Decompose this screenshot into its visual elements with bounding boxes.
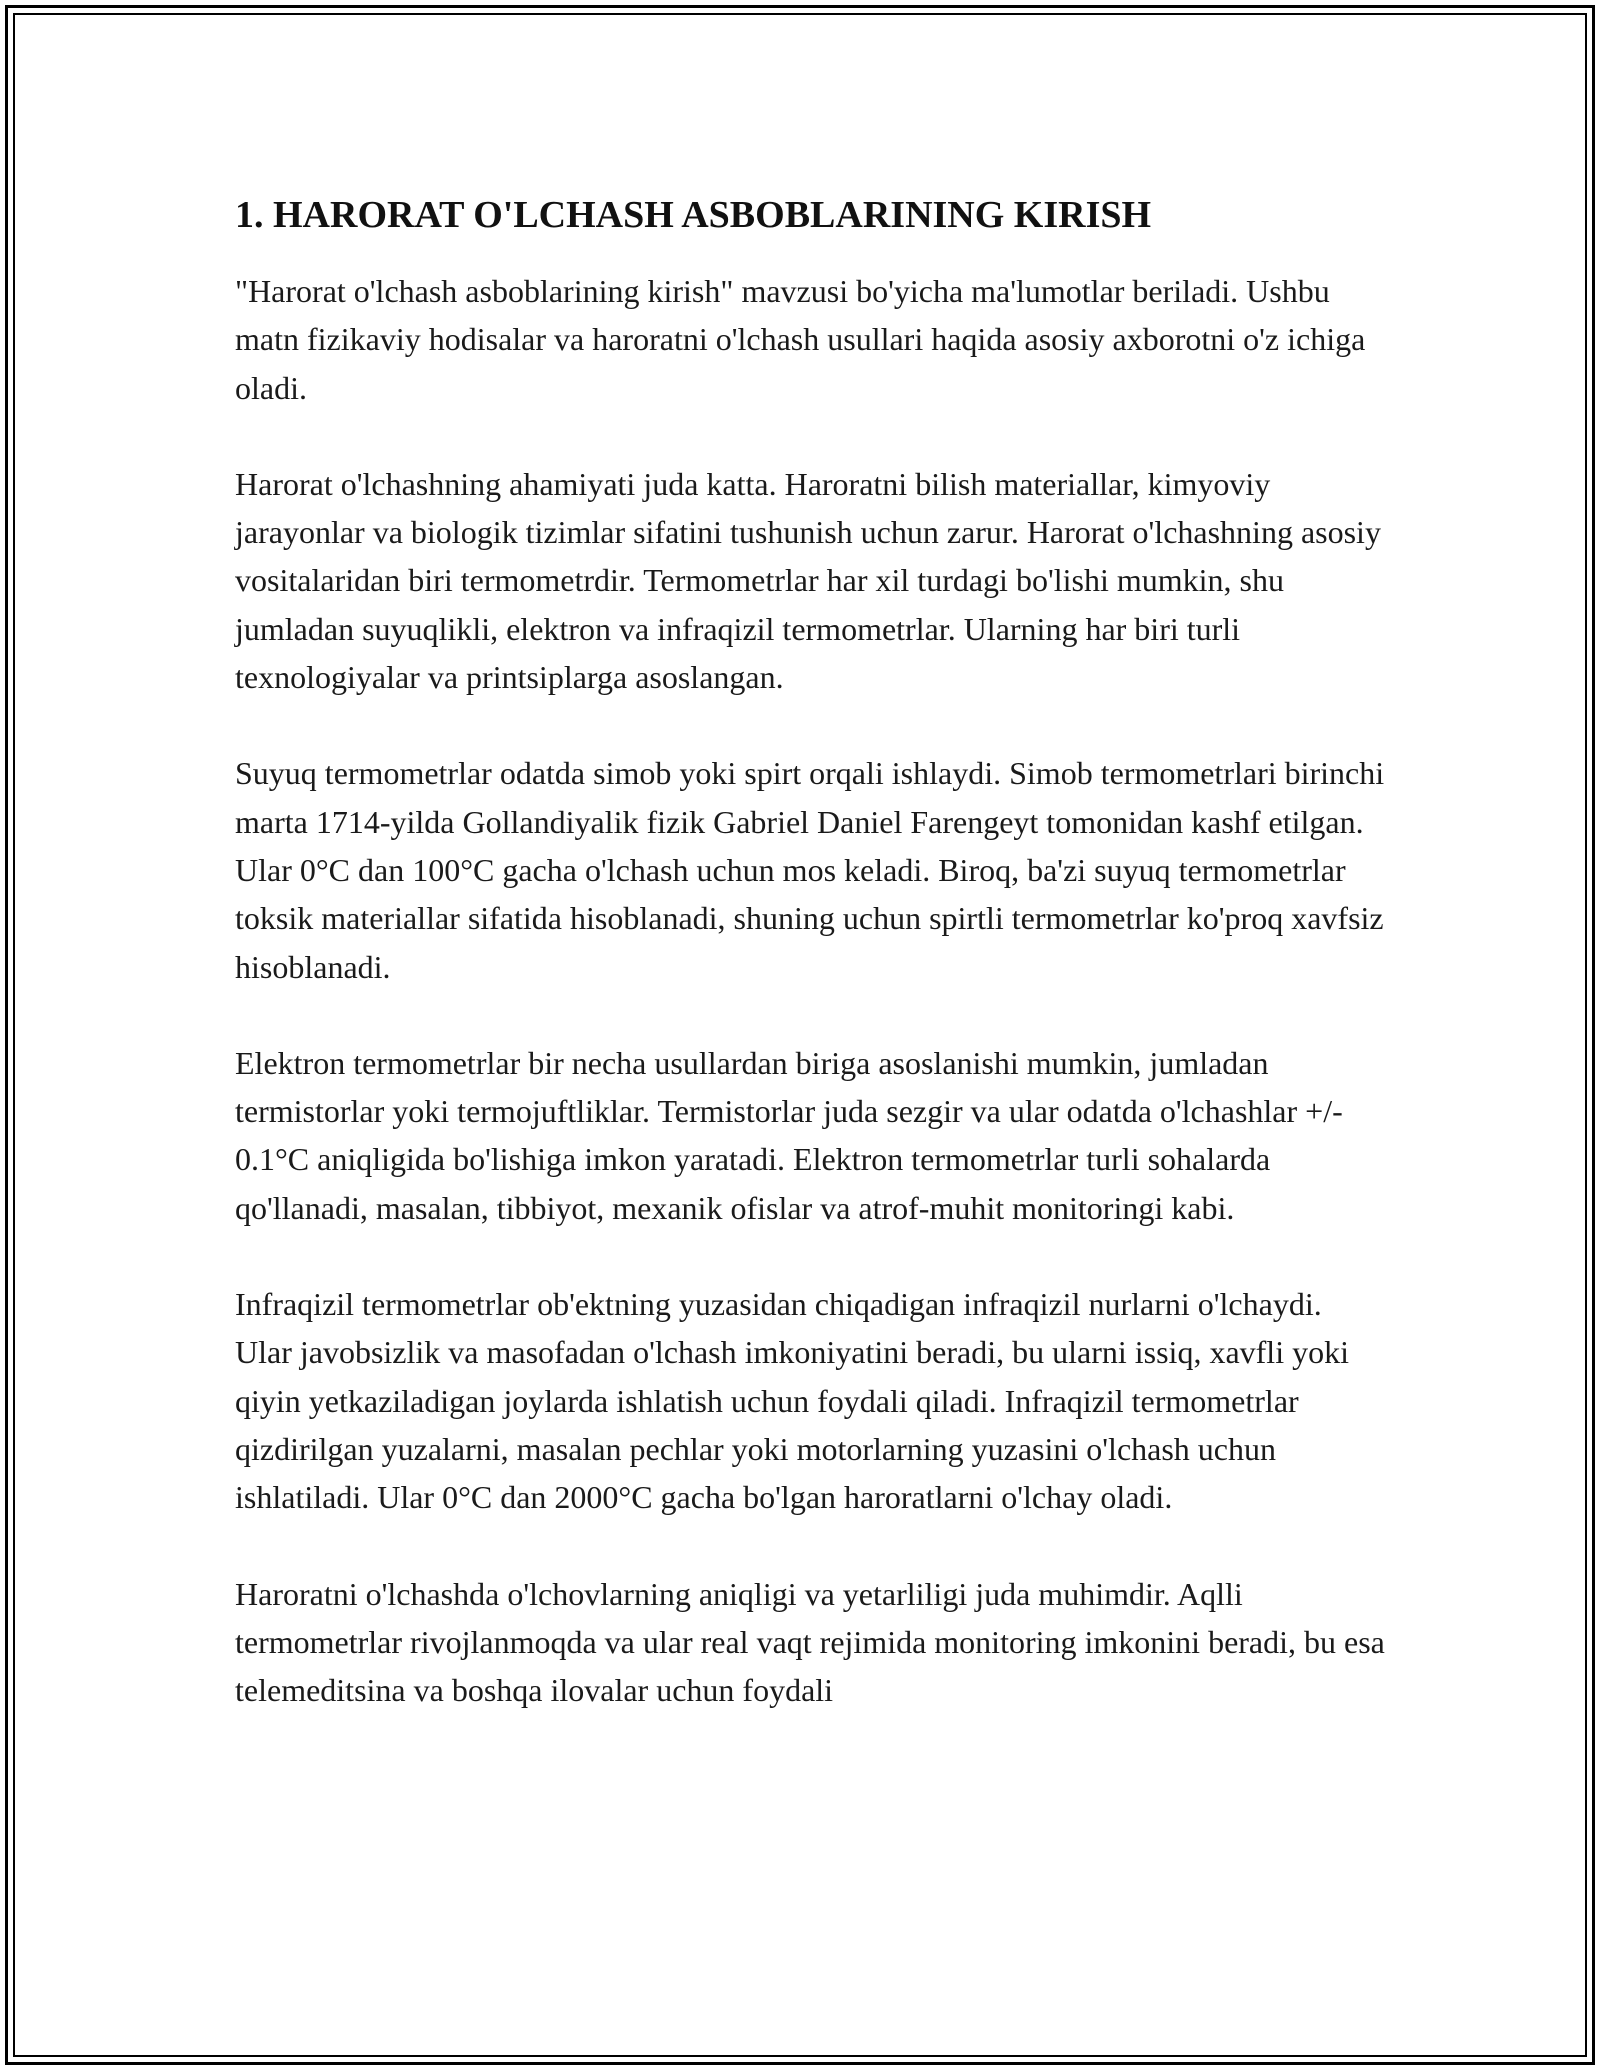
paragraph-liquid-thermometers: Suyuq termometrlar odatda simob yoki spirt orqali ishlaydi. Simob termometrlari birinchi marta 1714-yilda Gollandiyalik fizik Gabriel Daniel Farengeyt tomonidan kashf etilgan. Ular 0°C dan 100°C gacha o'lchash uchun mos keladi. Biroq, ba'zi suyuq termometrlar toksik materiallar sifatida hisoblanadi, shuning uchun spirtli termometrlar ko'proq xavfsiz hisoblanadi. xyxy=(235,755,1385,985)
paragraph-accuracy: Haroratni o'lchashda o'lchovlarning aniqligi va yetarliligi juda muhimdir. Aqlli termometrlar rivojlanmoqda va ular real vaqt rejimida monitoring imkonini beradi, bu esa telemeditsina va boshqa ilovalar uchun foydali xyxy=(235,1575,1385,1709)
paragraph-infrared-thermometers: Infraqizil termometrlar ob'ektning yuzasidan chiqadigan infraqizil nurlarni o'lchaydi. Ular javobsizlik va masofadan o'lchash imkoniyatini beradi, bu ularni issiq, xavfli yoki qiyin yetkaziladigan joylarda ishlatish uchun foydali qiladi. Infraqizil termometrlar qizdirilgan yuzalarni, masalan pechlar yoki motorlarning yuzasini o'lchash uchun ishlatiladi. Ular 0°C dan 2000°C gacha bo'lgan haroratlarni o'lchay oladi. xyxy=(235,1286,1349,1516)
paragraph-importance: Harorat o'lchashning ahamiyati juda katta. Haroratni bilish materiallar, kimyoviy jarayonlar va biologik tizimlar sifatini tushunish uchun zarur. Harorat o'lchashning asosiy vositalaridan biri termometrdir. Termometrlar har xil turdagi bo'lishi mumkin, shu jumladan suyuqlikli, elektron va infraqizil termometrlar. Ularning har biri turli texnologiyalar va printsiplarga asoslangan. xyxy=(235,465,1381,696)
document-title: 1. HARORAT O'LCHASH ASBOBLARINING KIRISH xyxy=(235,194,1152,236)
paragraph-intro: "Harorat o'lchash asboblarining kirish" mavzusi bo'yicha ma'lumotlar beriladi. Ushbu matn fizikaviy hodisalar va haroratni o'lchash usullari haqida asosiy axborotni o'z ichiga oladi. xyxy=(235,273,1366,406)
paragraph-electronic-thermometers: Elektron termometrlar bir necha usullardan biriga asoslanishi mumkin, jumladan termistorlar yoki termojuftliklar. Termistorlar juda sezgir va ular odatda o'lchashlar +/- 0.1°C aniqligida bo'lishiga imkon yaratadi. Elektron termometrlar turli sohalarda qo'llanadi, masalan, tibbiyot, mexanik ofislar va atrof-muhit monitoringi kabi. xyxy=(235,1044,1343,1226)
document-body xyxy=(235,185,1385,1714)
